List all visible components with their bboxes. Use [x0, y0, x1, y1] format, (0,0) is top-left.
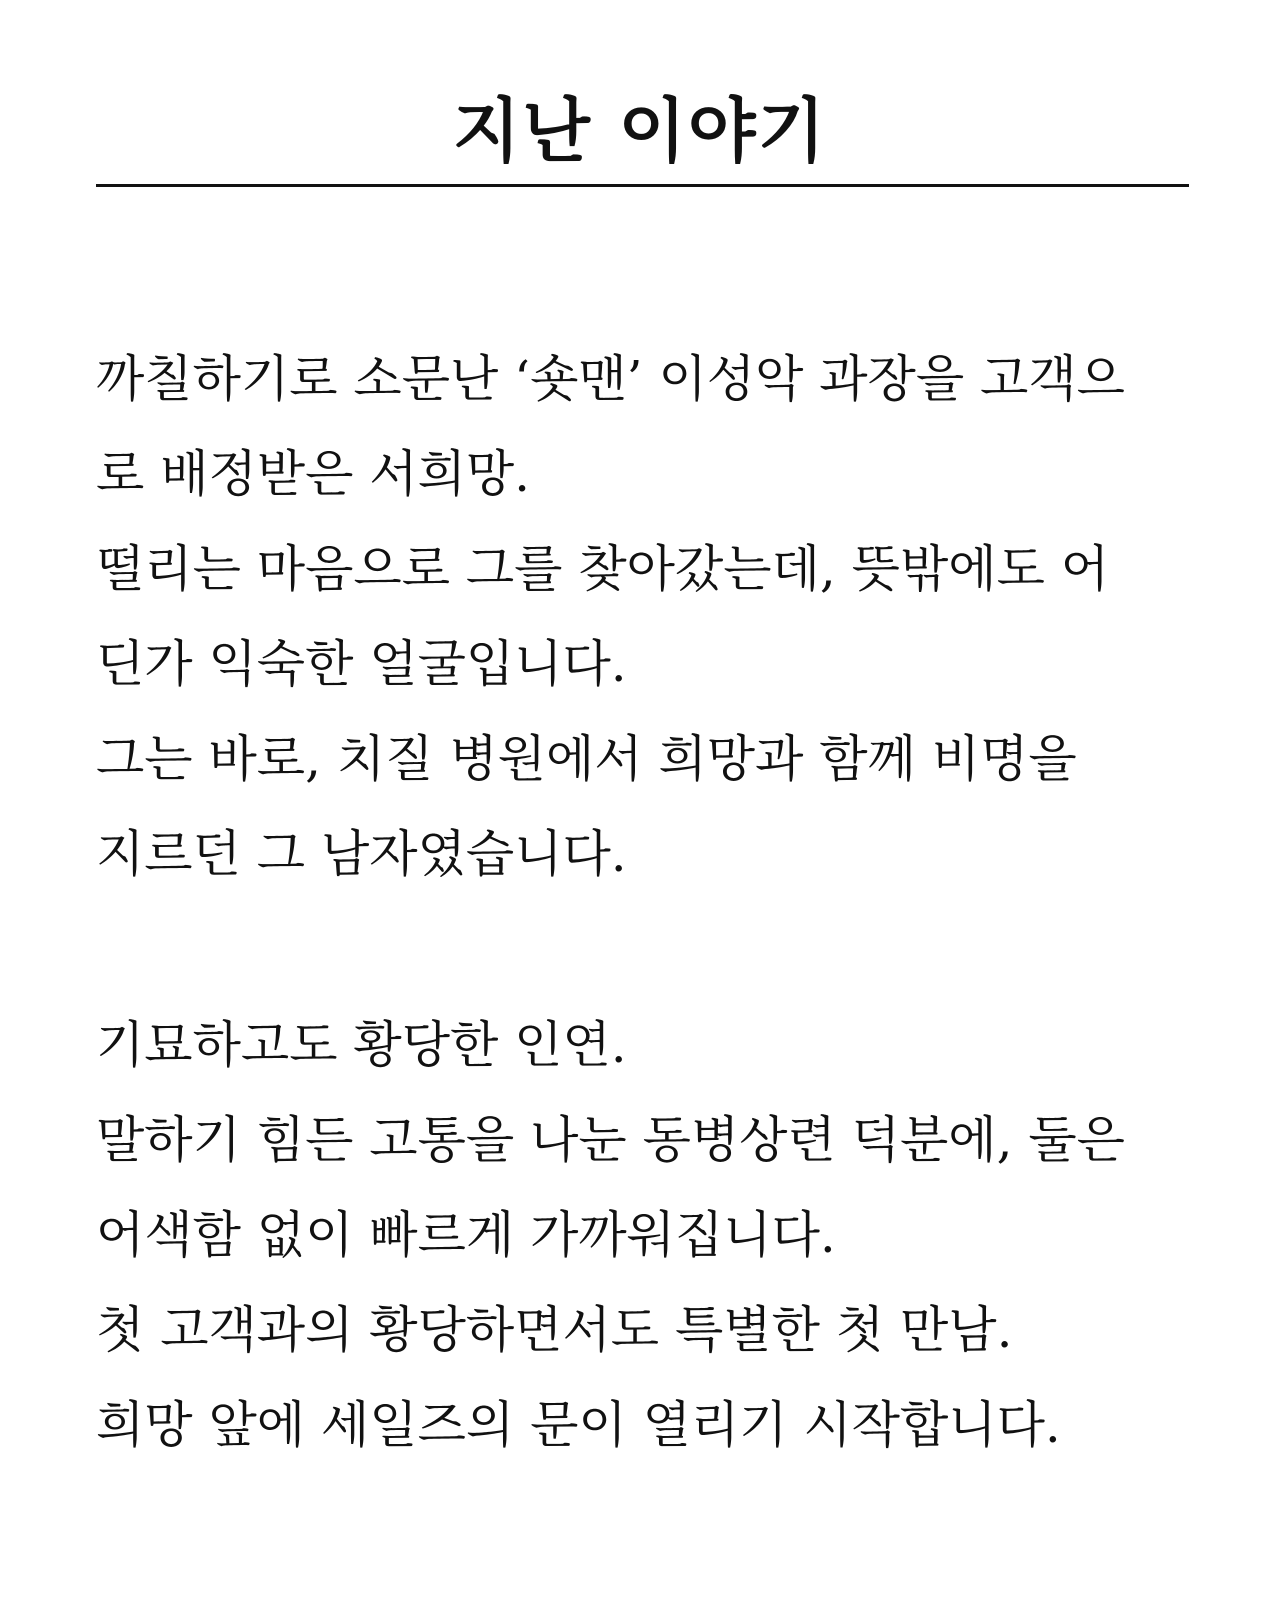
page-title: 지난 이야기 — [452, 90, 828, 172]
text-line: 지르던 그 남자였습니다. — [96, 825, 627, 883]
text-line: 떨리는 마음으로 그를 찾아갔는데, 뜻밖에도 어 — [96, 540, 1110, 598]
text-line: 그는 바로, 치질 병원에서 희망과 함께 비명을 — [96, 730, 1077, 788]
text-line: 기묘하고도 황당한 인연. — [96, 1016, 627, 1074]
text-line: 딘가 익숙한 얼굴입니다. — [96, 635, 627, 693]
text-line: 첫 고객과의 황당하면서도 특별한 첫 만남. — [96, 1301, 1013, 1359]
text-line: 말하기 힘든 고통을 나눈 동병상련 덕분에, 둘은 — [96, 1111, 1125, 1169]
text-line: 희망 앞에 세일즈의 문이 열리기 시작합니다. — [96, 1396, 1061, 1454]
paragraph-1 — [96, 332, 1189, 902]
text-line: 까칠하기로 소문난 ‘숏맨’ 이성악 과장을 고객으 — [96, 350, 1125, 408]
paragraph-2 — [96, 998, 1189, 1473]
title-divider — [96, 184, 1189, 187]
text-line: 어색함 없이 빠르게 가까워집니다. — [96, 1206, 836, 1264]
text-line: 로 배정받은 서희망. — [96, 445, 531, 503]
